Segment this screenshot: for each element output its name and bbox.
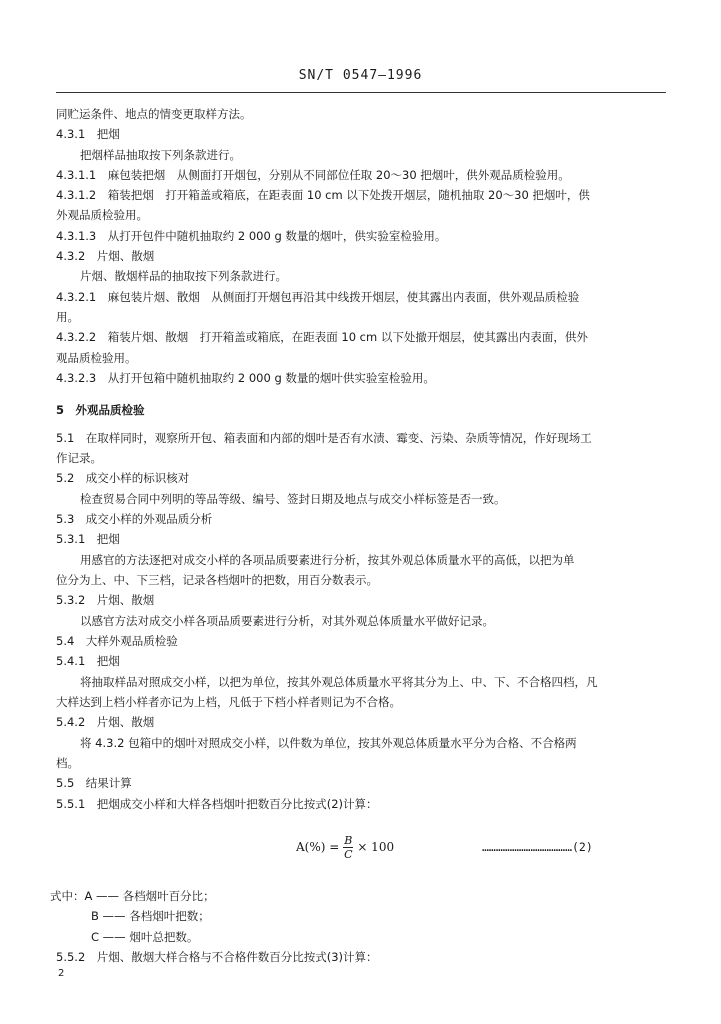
- body-line: 大样达到上档小样者亦记为上档，凡低于下档小样者则记为不合格。: [56, 695, 401, 709]
- body-line: 同贮运条件、地点的情变更取样方法。: [56, 107, 252, 121]
- body-line: 档。: [56, 756, 79, 770]
- equation-number: …………………………………(2): [482, 840, 593, 854]
- body-line: 4.3.1.3 从打开包件中随机抽取约 2 000 g 数量的烟叶，供实验室检验用。: [56, 229, 447, 243]
- page-number: 2: [58, 968, 65, 979]
- body-line: 将抽取样品对照成交小样，以把为单位，按其外观总体质量水平将其分为上、中、下、不合格四档，凡: [80, 675, 598, 689]
- body-line: 5.5.1 把烟成交小样和大样各档烟叶把数百分比按式(2)计算：: [56, 797, 378, 811]
- formula-denominator: C: [344, 847, 353, 861]
- section-heading: 5.2 成交小样的标识核对: [56, 471, 190, 485]
- body-line: 4.3.2.3 从打开包箱中随机抽取约 2 000 g 数量的烟叶供实验室检验用。: [56, 371, 435, 385]
- where-line: B —— 各档烟叶把数；: [91, 909, 210, 923]
- body-line: 作记录。: [56, 451, 102, 465]
- body-line: 位分为上、中、下三档，记录各档烟叶的把数，用百分数表示。: [56, 573, 378, 587]
- body-line: 5.5.2 片烟、散烟大样合格与不合格件数百分比按式(3)计算：: [56, 950, 378, 964]
- body-line: 将 4.3.2 包箱中的烟叶对照成交小样，以件数为单位，按其外观总体质量水平分为合格、不合格两: [80, 736, 577, 750]
- body-line: 4.3.1.1 麻包装把烟 从侧面打开烟包，分别从不同部位任取 20～30 把烟叶，供外观品质检验用。: [56, 168, 570, 182]
- formula-2: [296, 834, 394, 860]
- standard-number-header: SN/T 0547—1996: [298, 68, 423, 83]
- body-line: 片烟、散烟样品的抽取按下列条款进行。: [80, 269, 287, 283]
- section-heading: 5.3.2 片烟、散烟: [56, 593, 155, 607]
- body-line: 用。: [56, 310, 79, 324]
- section-heading: 5.4.1 把烟: [56, 654, 120, 668]
- body-line: 把烟样品抽取按下列条款进行。: [80, 148, 241, 162]
- body-line: 检查贸易合同中列明的等品等级、编号、签封日期及地点与成交小样标签是否一致。: [80, 492, 506, 506]
- body-line: 5.1 在取样同时，观察所开包、箱表面和内部的烟叶是否有水渍、霉变、污染、杂质等情况，作好现场工: [56, 431, 592, 445]
- formula-lhs: A(%) =: [296, 840, 340, 854]
- body-line: 以感官方法对成交小样各项品质要素进行分析，对其外观总体质量水平做好记录。: [80, 614, 494, 628]
- body-line: 观品质检验用。: [56, 351, 137, 365]
- formula-rhs: × 100: [357, 840, 395, 854]
- body-line: 4.3.2.1 麻包装片烟、散烟 从侧面打开烟包再沿其中线拨开烟层，使其露出内表面，供外观品质检验: [56, 290, 580, 304]
- body-line: 外观品质检验用。: [56, 208, 148, 222]
- body-line: 4.3.2.2 箱装片烟、散烟 打开箱盖或箱底，在距表面 10 cm 以下处撤开烟层，使其露出内表面，供外: [56, 330, 588, 344]
- section-heading: 5.4.2 片烟、散烟: [56, 715, 155, 729]
- body-line: 4.3.1.2 箱装把烟 打开箱盖或箱底，在距表面 10 cm 以下处拨开烟层，随机抽取 20～30 把烟叶，供: [56, 188, 590, 202]
- section-heading: 5.4 大样外观品质检验: [56, 634, 178, 648]
- formula-fraction: [343, 835, 353, 860]
- header-rule: [56, 92, 666, 93]
- section-heading: 5.3 成交小样的外观品质分析: [56, 512, 213, 526]
- formula-numerator: B: [344, 833, 353, 847]
- where-line: 式中：A —— 各档烟叶百分比；: [50, 889, 215, 903]
- section-heading: 4.3.2 片烟、散烟: [56, 249, 155, 263]
- chapter-heading: 5 外观品质检验: [56, 403, 145, 417]
- where-line: C —— 烟叶总把数。: [91, 930, 199, 944]
- body-line: 用感官的方法逐把对成交小样的各项品质要素进行分析，按其外观总体质量水平的高低，以把为单: [80, 553, 575, 567]
- section-heading: 5.5 结果计算: [56, 776, 132, 790]
- section-heading: 4.3.1 把烟: [56, 127, 120, 141]
- section-heading: 5.3.1 把烟: [56, 532, 120, 546]
